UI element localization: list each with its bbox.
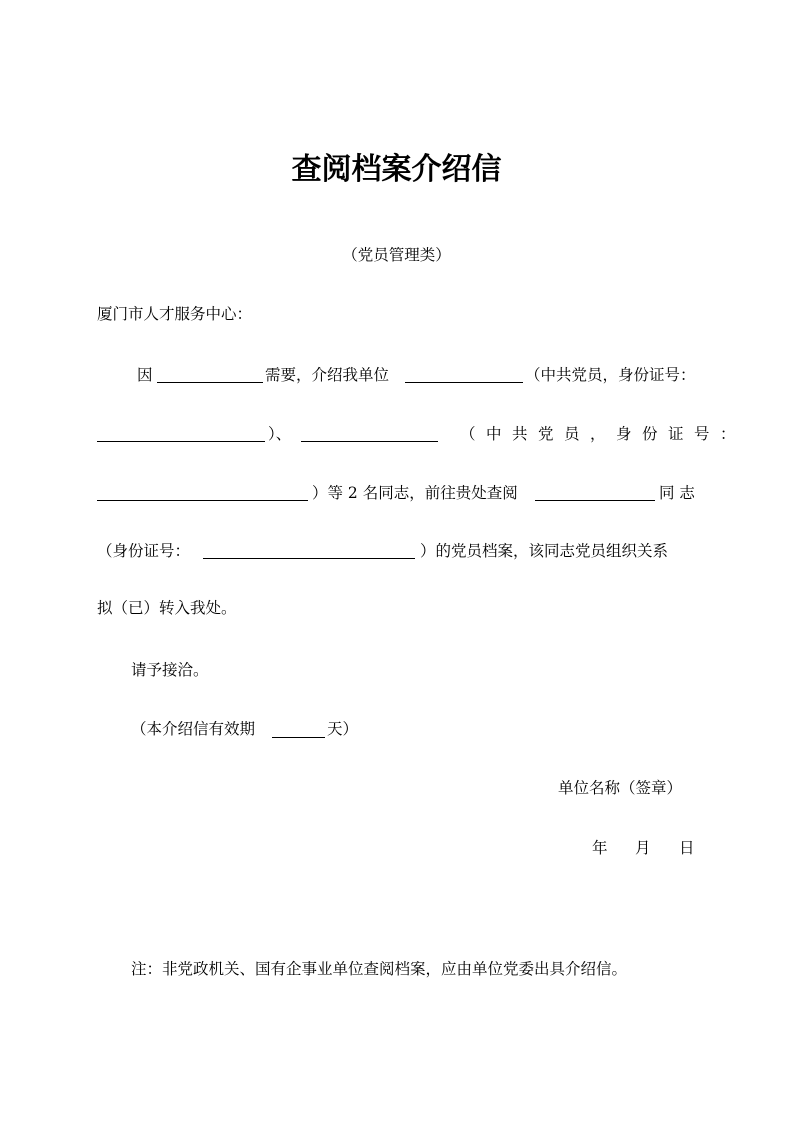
body-text: 因: [137, 366, 153, 384]
validity-text: （本介绍信有效期: [131, 720, 256, 738]
subject-id-blank[interactable]: [203, 558, 415, 559]
body-text: 同 志: [659, 484, 695, 502]
validity-text: 天）: [327, 720, 359, 738]
body-text: 拟（已）转入我处。: [97, 599, 237, 617]
addressee: 厦门市人才服务中心：: [97, 305, 253, 323]
date-month: 月: [635, 839, 651, 857]
person2-id-blank[interactable]: [97, 500, 308, 501]
body-text: ）的党员档案，该同志党员组织关系: [420, 542, 669, 560]
body-text: ）等 2 名同志，前往贵处查阅: [312, 484, 518, 502]
person2-name-blank[interactable]: [301, 441, 438, 442]
document-title: 查阅档案介绍信: [291, 152, 502, 187]
date-year: 年: [592, 839, 608, 857]
body-text: （中共党员，身份证号：: [525, 366, 696, 384]
body-text: 需要，介绍我单位: [265, 366, 390, 384]
subject-name-blank[interactable]: [535, 500, 655, 501]
footnote: 注：非党政机关、国有企事业单位查阅档案，应由单位党委出具介绍信。: [131, 960, 628, 978]
validity-days-blank[interactable]: [272, 737, 325, 738]
date-day: 日: [679, 839, 695, 857]
body-text: ）、: [268, 425, 292, 443]
reason-blank[interactable]: [157, 382, 263, 383]
person1-id-blank[interactable]: [97, 441, 265, 442]
subtitle: （党员管理类）: [342, 246, 451, 264]
person1-name-blank[interactable]: [405, 382, 523, 383]
body-text: （中共党员，身份证号：: [460, 425, 747, 443]
body-text: （身份证号：: [97, 542, 191, 560]
signature-label: 单位名称（签章）: [558, 779, 683, 797]
request-text: 请予接洽。: [131, 661, 209, 679]
